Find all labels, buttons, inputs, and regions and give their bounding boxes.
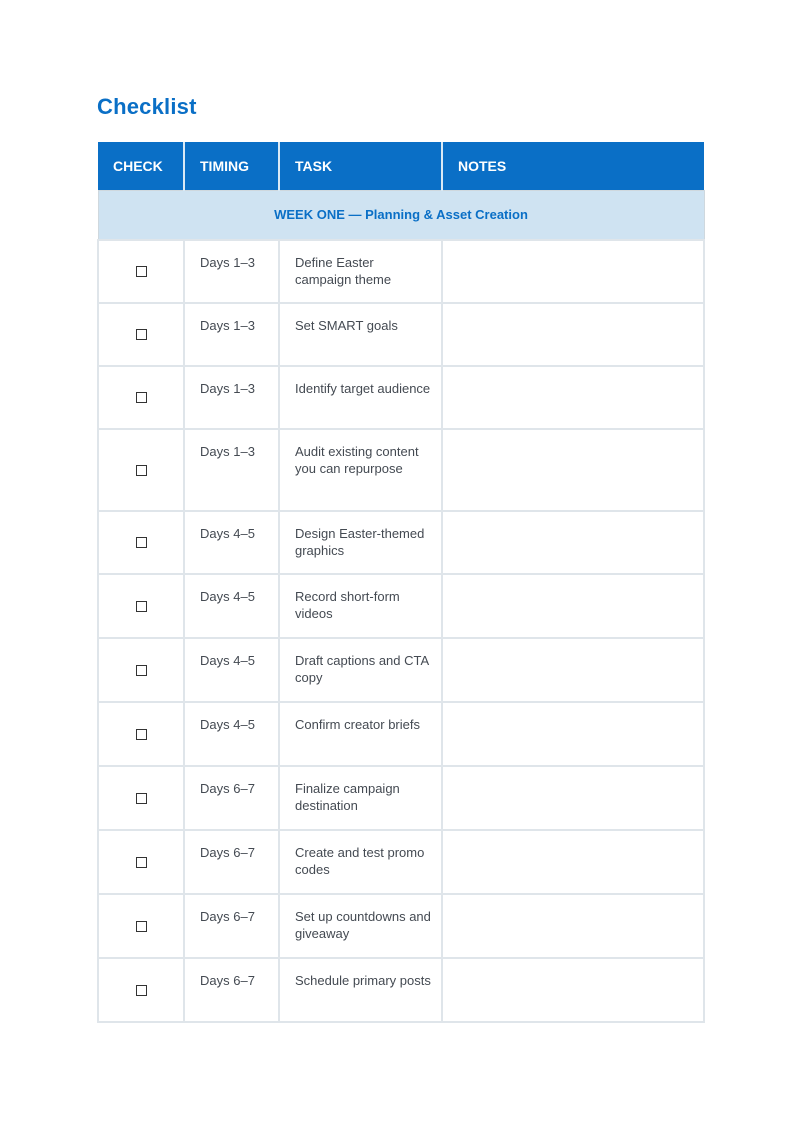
table-row bbox=[98, 511, 704, 574]
notes-cell[interactable] bbox=[442, 830, 704, 894]
notes-cell[interactable] bbox=[442, 766, 704, 830]
task-cell bbox=[279, 303, 442, 366]
task-cell bbox=[279, 766, 442, 830]
table-row bbox=[98, 702, 704, 766]
timing-text: Days 4–5 bbox=[200, 588, 255, 604]
empty-checkbox-icon[interactable] bbox=[136, 921, 147, 932]
task-cell bbox=[279, 894, 442, 958]
timing-cell bbox=[184, 702, 279, 766]
section-row bbox=[98, 190, 704, 240]
table-row bbox=[98, 766, 704, 830]
check-cell bbox=[98, 894, 184, 958]
task-cell bbox=[279, 830, 442, 894]
column-header-notes: NOTES bbox=[442, 142, 704, 190]
task-cell bbox=[279, 240, 442, 303]
notes-cell[interactable] bbox=[442, 894, 704, 958]
empty-checkbox-icon[interactable] bbox=[136, 266, 147, 277]
timing-text: Days 1–3 bbox=[200, 443, 255, 459]
timing-cell bbox=[184, 894, 279, 958]
timing-cell bbox=[184, 303, 279, 366]
notes-cell[interactable] bbox=[442, 574, 704, 638]
task-text: Set up countdowns and giveaway bbox=[295, 908, 431, 941]
table-row bbox=[98, 240, 704, 303]
notes-text bbox=[443, 512, 703, 535]
task-cell bbox=[279, 702, 442, 766]
notes-text bbox=[443, 304, 703, 327]
notes-text bbox=[443, 367, 703, 390]
task-cell bbox=[279, 574, 442, 638]
timing-text: Days 6–7 bbox=[200, 844, 255, 860]
check-cell bbox=[98, 429, 184, 511]
timing-text: Days 1–3 bbox=[200, 380, 255, 396]
table-row bbox=[98, 303, 704, 366]
check-cell bbox=[98, 958, 184, 1022]
check-cell bbox=[98, 366, 184, 429]
notes-text bbox=[443, 639, 703, 662]
check-cell bbox=[98, 574, 184, 638]
task-text: Audit existing content you can repurpose bbox=[295, 443, 419, 476]
timing-text: Days 4–5 bbox=[200, 716, 255, 732]
table-row bbox=[98, 366, 704, 429]
timing-cell bbox=[184, 830, 279, 894]
timing-cell bbox=[184, 366, 279, 429]
check-cell bbox=[98, 240, 184, 303]
timing-text: Days 4–5 bbox=[200, 652, 255, 668]
task-text: Define Easter campaign theme bbox=[295, 254, 392, 287]
table-row bbox=[98, 429, 704, 511]
timing-text: Days 1–3 bbox=[200, 254, 255, 270]
notes-cell[interactable] bbox=[442, 366, 704, 429]
empty-checkbox-icon[interactable] bbox=[136, 392, 147, 403]
table-body bbox=[98, 190, 704, 1022]
timing-text: Days 6–7 bbox=[200, 780, 255, 796]
check-cell bbox=[98, 638, 184, 702]
empty-checkbox-icon[interactable] bbox=[136, 793, 147, 804]
task-text: Create and test promo codes bbox=[295, 844, 425, 877]
empty-checkbox-icon[interactable] bbox=[136, 329, 147, 340]
task-text: Set SMART goals bbox=[295, 317, 398, 333]
table-row bbox=[98, 830, 704, 894]
task-cell bbox=[279, 429, 442, 511]
column-header-check: CHECK bbox=[98, 142, 184, 190]
check-cell bbox=[98, 766, 184, 830]
task-cell bbox=[279, 511, 442, 574]
timing-text: Days 1–3 bbox=[200, 317, 255, 333]
task-text: Finalize campaign destination bbox=[295, 780, 400, 813]
notes-cell[interactable] bbox=[442, 240, 704, 303]
timing-cell bbox=[184, 511, 279, 574]
check-cell bbox=[98, 830, 184, 894]
timing-cell bbox=[184, 766, 279, 830]
notes-text bbox=[443, 703, 703, 726]
column-header-timing: TIMING bbox=[184, 142, 279, 190]
empty-checkbox-icon[interactable] bbox=[136, 665, 147, 676]
notes-text bbox=[443, 575, 703, 598]
notes-cell[interactable] bbox=[442, 958, 704, 1022]
empty-checkbox-icon[interactable] bbox=[136, 465, 147, 476]
check-cell bbox=[98, 303, 184, 366]
timing-text: Days 6–7 bbox=[200, 972, 255, 988]
notes-text bbox=[443, 241, 703, 264]
notes-text bbox=[443, 959, 703, 982]
empty-checkbox-icon[interactable] bbox=[136, 985, 147, 996]
table-row bbox=[98, 638, 704, 702]
task-text: Identify target audience bbox=[295, 380, 431, 396]
empty-checkbox-icon[interactable] bbox=[136, 601, 147, 612]
empty-checkbox-icon[interactable] bbox=[136, 857, 147, 868]
checklist-table bbox=[97, 142, 705, 1023]
section-label: WEEK ONE — Planning & Asset Creation bbox=[98, 190, 704, 240]
task-text: Design Easter-themed graphics bbox=[295, 525, 425, 558]
notes-cell[interactable] bbox=[442, 429, 704, 511]
task-text: Draft captions and CTA copy bbox=[295, 652, 429, 685]
timing-cell bbox=[184, 638, 279, 702]
notes-cell[interactable] bbox=[442, 511, 704, 574]
task-cell bbox=[279, 366, 442, 429]
task-cell bbox=[279, 638, 442, 702]
table-header bbox=[98, 142, 704, 190]
timing-cell bbox=[184, 958, 279, 1022]
notes-text bbox=[443, 895, 703, 918]
notes-cell[interactable] bbox=[442, 702, 704, 766]
table-row bbox=[98, 894, 704, 958]
timing-text: Days 6–7 bbox=[200, 908, 255, 924]
notes-text bbox=[443, 430, 703, 453]
check-cell bbox=[98, 511, 184, 574]
notes-cell[interactable] bbox=[442, 638, 704, 702]
notes-text bbox=[443, 767, 703, 790]
timing-cell bbox=[184, 574, 279, 638]
timing-cell bbox=[184, 429, 279, 511]
check-cell bbox=[98, 702, 184, 766]
table-row bbox=[98, 958, 704, 1022]
timing-text: Days 4–5 bbox=[200, 525, 255, 541]
task-text: Record short-form videos bbox=[295, 588, 400, 621]
notes-cell[interactable] bbox=[442, 303, 704, 366]
column-header-task: TASK bbox=[279, 142, 442, 190]
task-text: Confirm creator briefs bbox=[295, 716, 420, 732]
table-row bbox=[98, 574, 704, 638]
timing-cell bbox=[184, 240, 279, 303]
page-title: Checklist bbox=[97, 94, 197, 119]
empty-checkbox-icon[interactable] bbox=[136, 537, 147, 548]
task-cell bbox=[279, 958, 442, 1022]
notes-text bbox=[443, 831, 703, 854]
empty-checkbox-icon[interactable] bbox=[136, 729, 147, 740]
task-text: Schedule primary posts bbox=[295, 972, 431, 988]
